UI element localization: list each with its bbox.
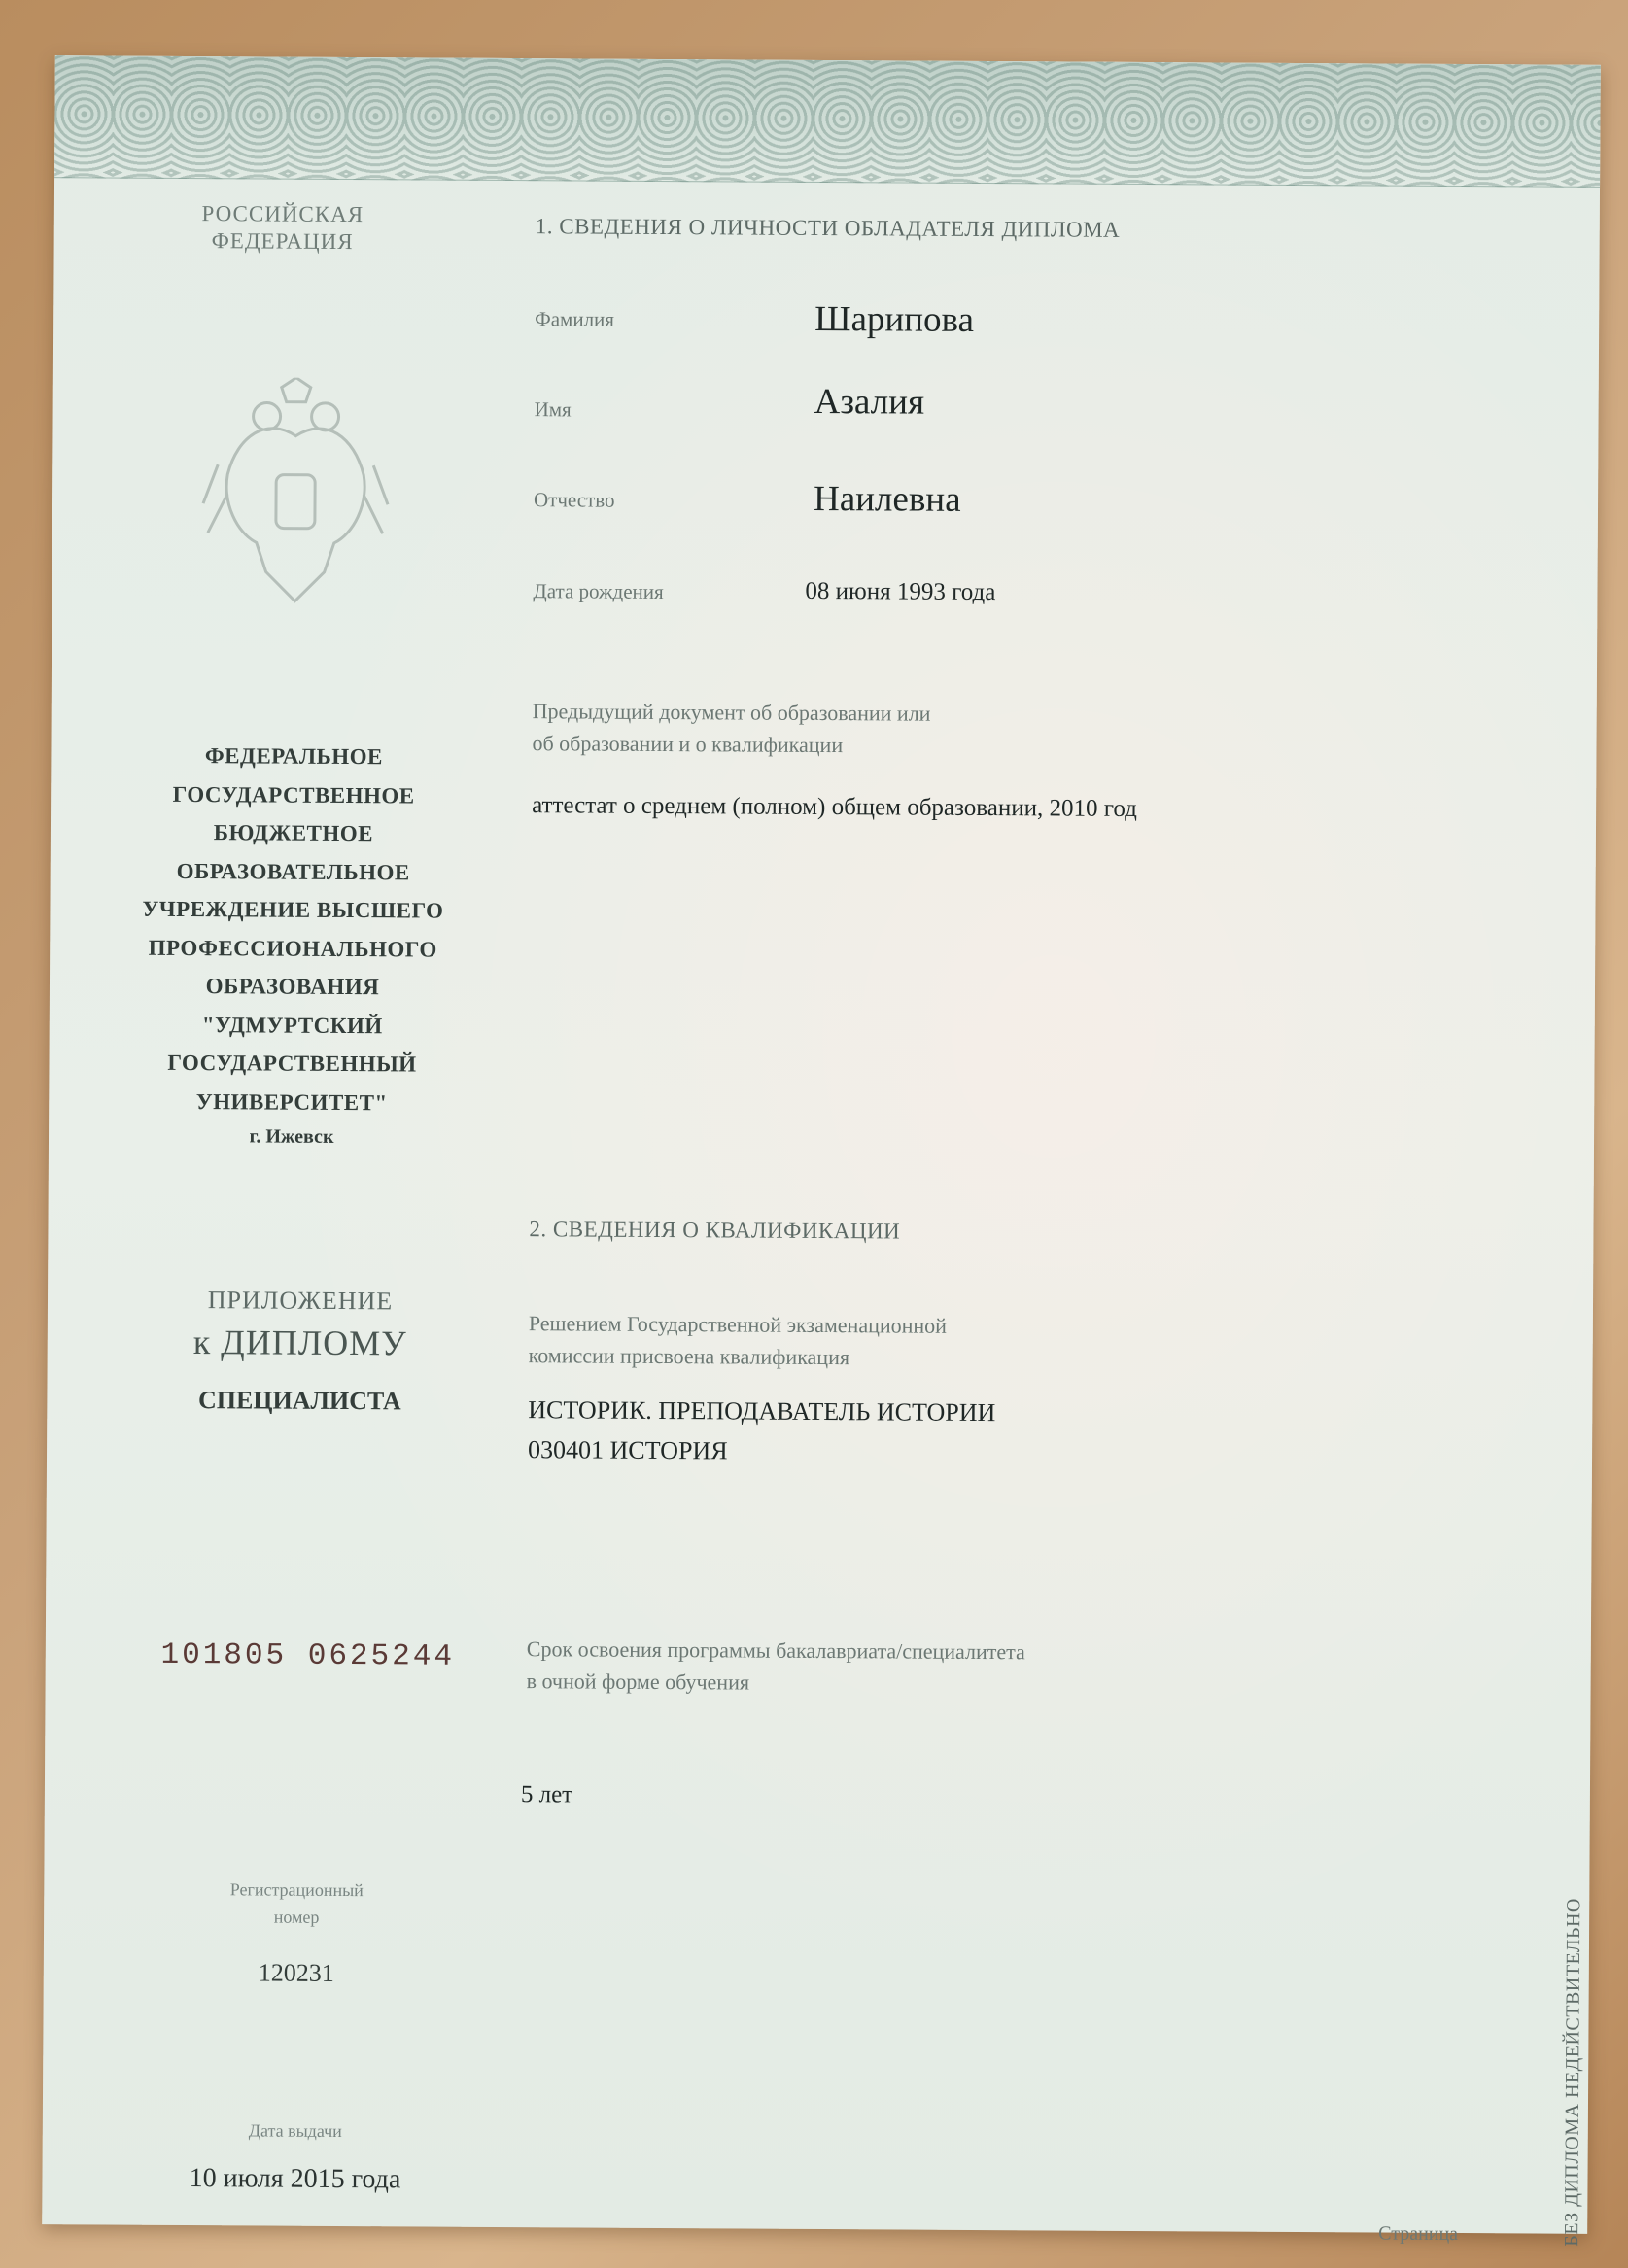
surname-label: Фамилия bbox=[535, 307, 615, 331]
page-label: Страница bbox=[1378, 2222, 1459, 2246]
appendix-title-line2: к ДИПЛОМУ bbox=[192, 1323, 407, 1363]
study-duration-label: Срок освоения программы бакалавриата/специалитета в очной форме обучения bbox=[526, 1636, 1025, 1695]
country-name: РОССИЙСКАЯ ФЕДЕРАЦИЯ bbox=[201, 201, 364, 255]
previous-document-label: Предыдущий документ об образовании или об образовании и о квалификации bbox=[532, 699, 931, 758]
qualification-decision-label: Решением Государственной экзаменационной комиссии присвоена квалификация bbox=[528, 1311, 948, 1370]
double-headed-eagle-emblem-icon bbox=[197, 377, 393, 611]
birth-date-value: 08 июня 1993 года bbox=[805, 577, 996, 606]
name-value: Азалия bbox=[814, 381, 925, 423]
patronymic-value: Наилевна bbox=[813, 478, 961, 520]
university-name: ФЕДЕРАЛЬНОЕ ГОСУДАРСТВЕННОЕ БЮДЖЕТНОЕ ОБРАЗОВАТЕЛЬНОЕ УЧРЕЖДЕНИЕ ВЫСШЕГО ПРОФЕССИОНАЛЬНОГО ОБРАЗОВАНИЯ "УДМУРТСКИЙ ГОСУДАРСТВЕННЫЙ УНИВЕРСИТЕТ" bbox=[142, 743, 444, 1115]
guilloche-security-band bbox=[54, 55, 1601, 188]
issue-date: 10 июля 2015 года bbox=[189, 2163, 401, 2195]
name-label: Имя bbox=[534, 397, 572, 422]
appendix-title-line3: СПЕЦИАЛИСТА bbox=[197, 1386, 401, 1416]
registration-label: Регистрационный номер bbox=[229, 1879, 364, 1927]
serial-number: 101805 0625244 bbox=[160, 1637, 456, 1674]
study-duration-value: 5 лет bbox=[520, 1781, 573, 1808]
registration-number: 120231 bbox=[258, 1958, 334, 1987]
appendix-title-line1: ПРИЛОЖЕНИЕ bbox=[207, 1286, 394, 1316]
diploma-appendix-sheet bbox=[42, 55, 1601, 2247]
section1-title: 1. СВЕДЕНИЯ О ЛИЧНОСТИ ОБЛАДАТЕЛЯ ДИПЛОМА bbox=[535, 214, 1121, 242]
university-city: г. Ижевск bbox=[249, 1125, 334, 1148]
validity-note: БЕЗ ДИПЛОМА НЕДЕЙСТВИТЕЛЬНО bbox=[1561, 1898, 1585, 2247]
issue-date-label: Дата выдачи bbox=[248, 2120, 342, 2142]
birth-date-label: Дата рождения bbox=[533, 579, 664, 603]
patronymic-label: Отчество bbox=[533, 488, 615, 512]
qualification-value: ИСТОРИК. ПРЕПОДАВАТЕЛЬ ИСТОРИИ 030401 ИСТОРИЯ bbox=[527, 1395, 996, 1465]
previous-document-value: аттестат о среднем (полном) общем образовании, 2010 год bbox=[532, 792, 1137, 822]
surname-value: Шарипова bbox=[814, 298, 975, 340]
section2-title: 2. СВЕДЕНИЯ О КВАЛИФИКАЦИИ bbox=[529, 1217, 901, 1244]
